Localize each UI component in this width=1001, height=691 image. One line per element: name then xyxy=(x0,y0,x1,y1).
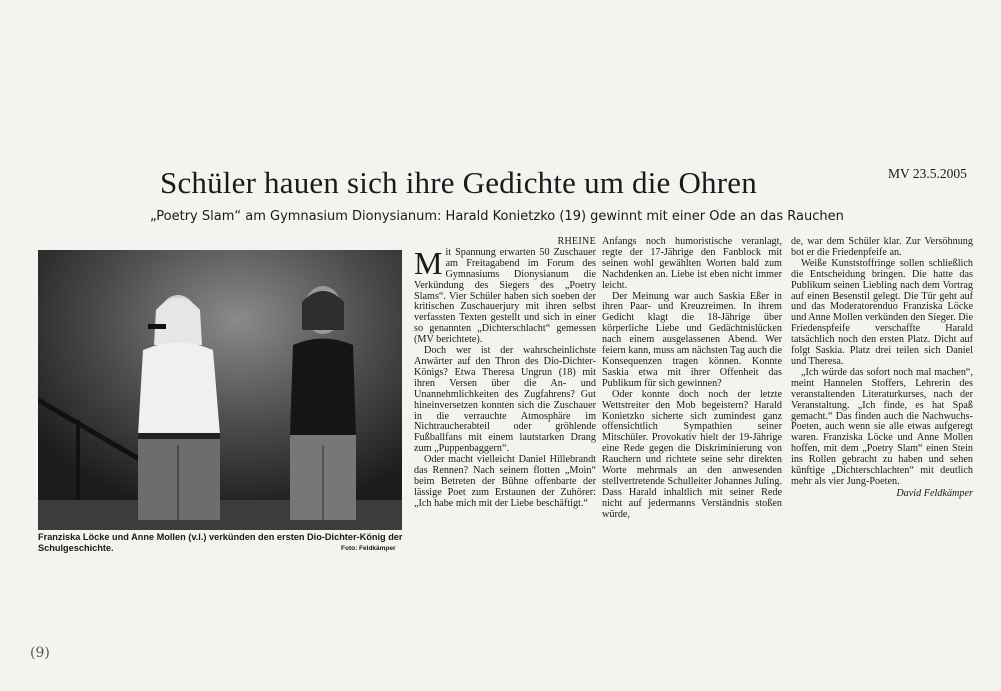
paragraph: de, war dem Schüler klar. Zur Versöhnung bot er die Friedenpfeife an. xyxy=(791,236,973,258)
photo-caption: Franziska Löcke und Anne Mollen (v.l.) verkünden den ersten Dio-Dichter-König der Schulgeschichte. xyxy=(38,532,403,553)
article-column-1 xyxy=(414,237,596,510)
paragraph: „Ich würde das sofort noch mal machen“, meint Hannelen Stoffers, Lehrerin des veranstaltenden Literaturkurses, nach der Veranstaltung. „Ich finde, es hat Spaß gemacht.“ Das finden auch die Nachwuchs-Poeten, auch wenn sie alle etwas aufgeregt waren. Franziska Löcke und Anne Mollen hoffen, mit dem „Poetry Slam“ einen Stein ins Rollen gebracht zu haben und sehen künftige „Dichterschlachten“ mit deutlich mehr als vier Jung-Poeten. xyxy=(791,366,973,487)
dateline: MV 23.5.2005 xyxy=(888,166,967,181)
paragraph: Weiße Kunststoffringe sollen schließlich die Entscheidung bringen. Die hatte das Publikum seinen Liebling nach dem Vortrag auf einen Besenstil gelegt. Die Tür geht auf und das Moderatorenduo Franziska Löcke und Anne Mollen verkünden den Sieger. Die Friedenspfeife verschaffte Harald tatsächlich noch den ersten Platz. Dicht auf folgt Saskia. Platz drei teilen sich Daniel und Theresa. xyxy=(791,257,973,367)
paragraph: Der Meinung war auch Saskia Eßer in ihren Paar- und Kreuzreimen. In ihrem Gedicht klagt die 18-Jährige über körperliche Liebe und Gedächtnislücken nach einem ausgelassenen Abend. Wer feiern kann, muss am nächsten Tag auch die Konsequenzen tragen können. Konnte Saskia etwa mit ihrer Offenheit das Publikum für sich gewinnen? xyxy=(602,290,782,389)
paragraph: Oder konnte doch noch der letzte Wettstreiter den Mob begeistern? Harald Konietzko sicherte sich zumindest ganz offensichtlich Sympathien seiner Mitschüler. Provokativ hielt der 19-Jährige eine Rede gegen die Diskriminierung von Rauchern und richtete seine sehr direkten Worte mehrmals an den anwesenden stellvertretende Schulleiter Johannes Juling. Dass Harald inhaltlich mit seiner Rede nicht auf jedermanns Verständnis stoßen würde, xyxy=(602,388,782,520)
article-column-2 xyxy=(602,237,782,521)
paragraph: Mit Spannung erwarten 50 Zuschauer am Freitagabend im Forum des Gymnasiums Dionysianum die Verkündung des Siegers des „Poetry Slams“. Vier Schüler haben sich soeben der kritischen Zuschauerjury mit ihren selbst verfassten Texten gestellt und sich in einer so genannten „Dichterschlacht“ gemessen (MV berichtete). xyxy=(414,244,596,346)
drop-cap: M xyxy=(414,244,443,281)
paragraph: Doch wer ist der wahrscheinlichste Anwärter auf den Thron des Dio-Dichter-Königs? Etwa Theresa Ungrun (18) mit ihren Versen über die An- und Unannehmlichkeiten des Zugfahrens? Gut hineinversetzen konnten sich die Zuschauer in die verrauchte Atmosphäre im Nichtraucherabteil oder gröhlende Fußballfans mit einem lautstarken Drang zum „Puppenbaggern“. xyxy=(414,345,596,455)
author-byline: David Feldkämper xyxy=(896,487,973,499)
photo-illustration xyxy=(38,250,402,530)
photo-credit: Foto: Feldkämper xyxy=(341,545,396,552)
paragraph: Anfangs noch humoristische veranlagt, regte der 17-Jährige den Fanblock mit seinen wohl gewählten Worten bald zum Nachdenken an. Liebe ist eben nicht immer leicht. xyxy=(602,236,782,291)
subheadline: „Poetry Slam“ am Gymnasium Dionysianum: Harald Konietzko (19) gewinnt mit einer Ode an das Rauchen xyxy=(150,209,844,224)
article-column-3 xyxy=(791,237,973,500)
location-label: RHEINE xyxy=(557,236,596,247)
paragraph: Oder macht vielleicht Daniel Hillebrandt das Rennen? Nach seinem flotten „Moin“ beim Betreten der Bühne offenbarte der lässige Poet zum Erstaunen der Zuhörer: „Ich habe mich mit der Liebe beschäftigt.“ xyxy=(414,454,596,509)
headline: Schüler hauen sich ihre Gedichte um die Ohren xyxy=(160,165,757,200)
article-photo xyxy=(38,250,402,530)
page-mark: (9) xyxy=(30,645,50,661)
